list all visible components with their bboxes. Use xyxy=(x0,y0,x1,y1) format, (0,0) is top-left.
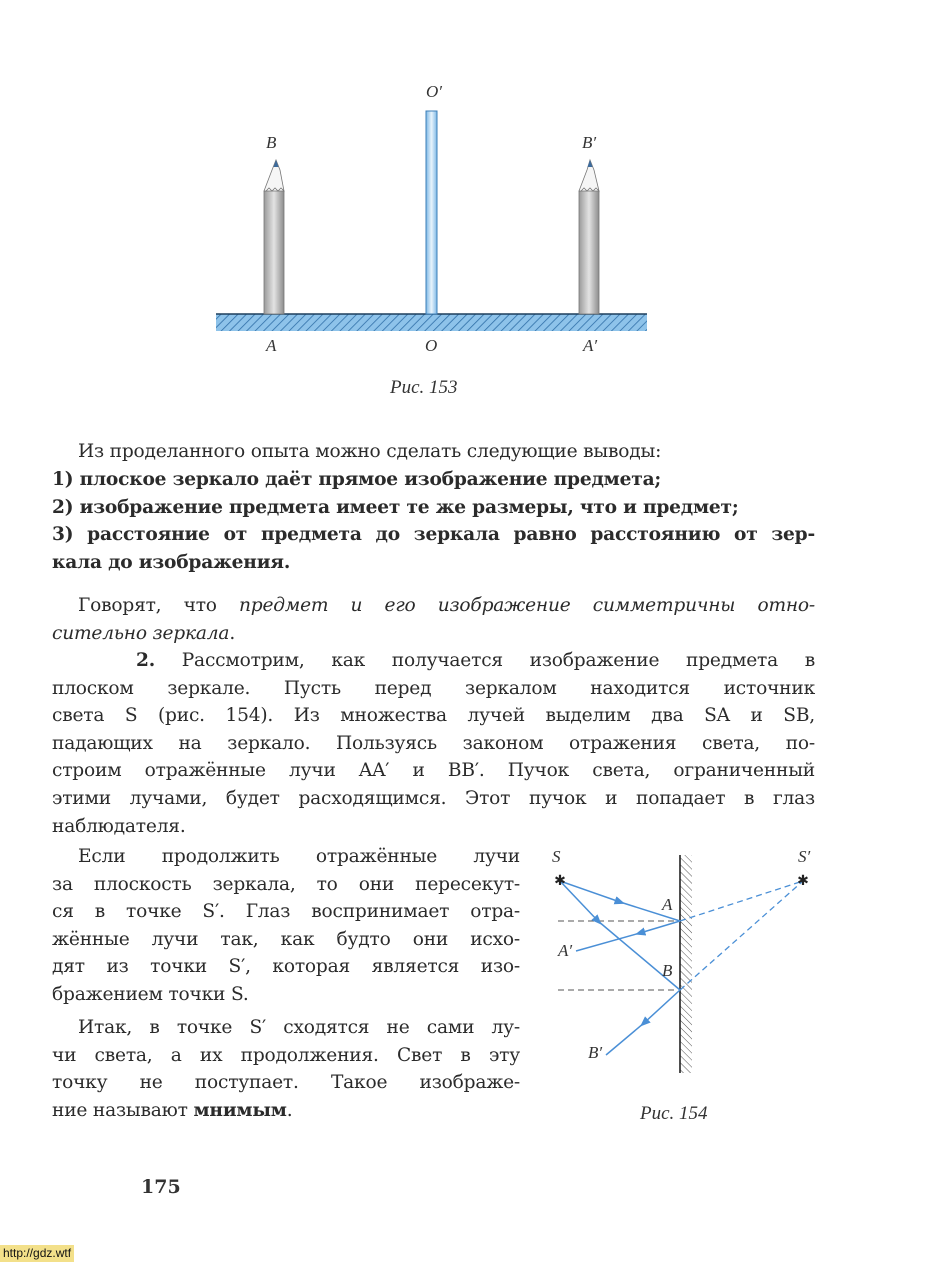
pencil-image xyxy=(579,160,599,314)
intro-text: Из проделанного опыта можно сделать следующие выводы: xyxy=(78,441,662,462)
label-o: O xyxy=(425,336,438,355)
figure-153-caption: Рис. 153 xyxy=(390,377,458,398)
pencil-object xyxy=(264,160,284,314)
source-star-icon: ✱ xyxy=(554,873,566,889)
mirror-vertical xyxy=(680,855,692,1073)
label-s: S xyxy=(552,847,561,866)
text-line: чи света, а их продолжения. Свет в эту xyxy=(52,1044,520,1066)
section-line: света S (рис. 154). Из множества лучей выделим два SA и SB, xyxy=(52,705,815,727)
figure-154-caption: Рис. 154 xyxy=(640,1103,708,1124)
section-line: падающих на зеркало. Пользуясь законом отражения света, по- xyxy=(52,732,815,754)
continuation-paragraph-2 xyxy=(52,1014,520,1124)
figure-153-drawing xyxy=(0,0,926,410)
hatched-table-surface xyxy=(216,314,647,331)
section-number: 2. xyxy=(136,650,156,671)
text-line: ние называют xyxy=(52,1099,194,1121)
conclusions-list xyxy=(52,466,815,576)
conclusion-item: 1) плоское зеркало даёт прямое изображение предмета; xyxy=(52,469,662,490)
watermark-link[interactable]: http://gdz.wtf xyxy=(0,1245,74,1262)
symmetry-paragraph xyxy=(52,592,815,647)
label-ray-b-prime: B′ xyxy=(588,1043,603,1062)
page-number: 175 xyxy=(141,1176,181,1198)
conclusions-intro xyxy=(52,438,815,466)
label-b-prime: B′ xyxy=(582,133,597,152)
section-line: этими лучами, будет расходящимся. Этот пучок и попадает в глаз xyxy=(52,787,815,809)
symmetry-italic: предмет и его изображение симметричны отно- xyxy=(239,595,815,616)
label-b: B xyxy=(266,133,277,152)
symmetry-prefix: Говорят, что xyxy=(78,595,239,616)
ray-extensions xyxy=(680,881,803,990)
figure-154 xyxy=(540,845,830,1135)
label-ray-a-prime: A′ xyxy=(558,941,573,960)
text-line: дят из точки S′, которая является изо- xyxy=(52,956,520,978)
label-point-b: B xyxy=(662,961,673,980)
conclusion-item: кала до изображения. xyxy=(52,551,291,573)
text-line: ся в точке S′. Глаз воспринимает отра- xyxy=(52,901,520,923)
conclusion-item: 2) изображение предмета имеет те же размеры, что и предмет; xyxy=(52,496,739,518)
section-line: наблюдателя. xyxy=(52,815,186,837)
term-virtual-image: мнимым xyxy=(193,1099,287,1121)
text-line: Если продолжить отражённые лучи xyxy=(78,846,520,867)
conclusion-item: 3) расстояние от предмета до зеркала равно расстоянию от зер- xyxy=(52,524,815,546)
section-line: Рассмотрим, как получается изображение предмета в xyxy=(155,650,815,671)
label-a: A xyxy=(266,336,277,355)
figure-153 xyxy=(0,0,926,410)
label-s-prime: S′ xyxy=(798,847,811,866)
figure-154-drawing xyxy=(540,845,830,1135)
text-suffix: . xyxy=(286,1099,293,1121)
text-line: бражением точки S. xyxy=(52,983,249,1005)
section-line: плоском зеркале. Пусть перед зеркалом находится источник xyxy=(52,677,815,699)
symmetry-suffix: . xyxy=(229,622,236,644)
text-line: жённые лучи так, как будто они исхо- xyxy=(52,928,520,950)
mirror-plate xyxy=(426,111,437,314)
text-line: Итак, в точке S′ сходятся не сами лу- xyxy=(78,1017,520,1038)
label-point-a: A xyxy=(662,895,673,914)
section-2 xyxy=(52,647,815,840)
continuation-paragraph-1 xyxy=(52,843,520,1009)
text-line: за плоскость зеркала, то они пересекут- xyxy=(52,873,520,895)
image-star-icon: ✱ xyxy=(797,873,809,889)
symmetry-italic-cont: сительно зеркала xyxy=(52,622,230,644)
label-a-prime: A′ xyxy=(583,336,598,355)
section-line: строим отражённые лучи AA′ и BB′. Пучок света, ограниченный xyxy=(52,760,815,782)
label-o-prime: O′ xyxy=(426,82,442,101)
text-line: точку не поступает. Такое изображе- xyxy=(52,1072,520,1094)
